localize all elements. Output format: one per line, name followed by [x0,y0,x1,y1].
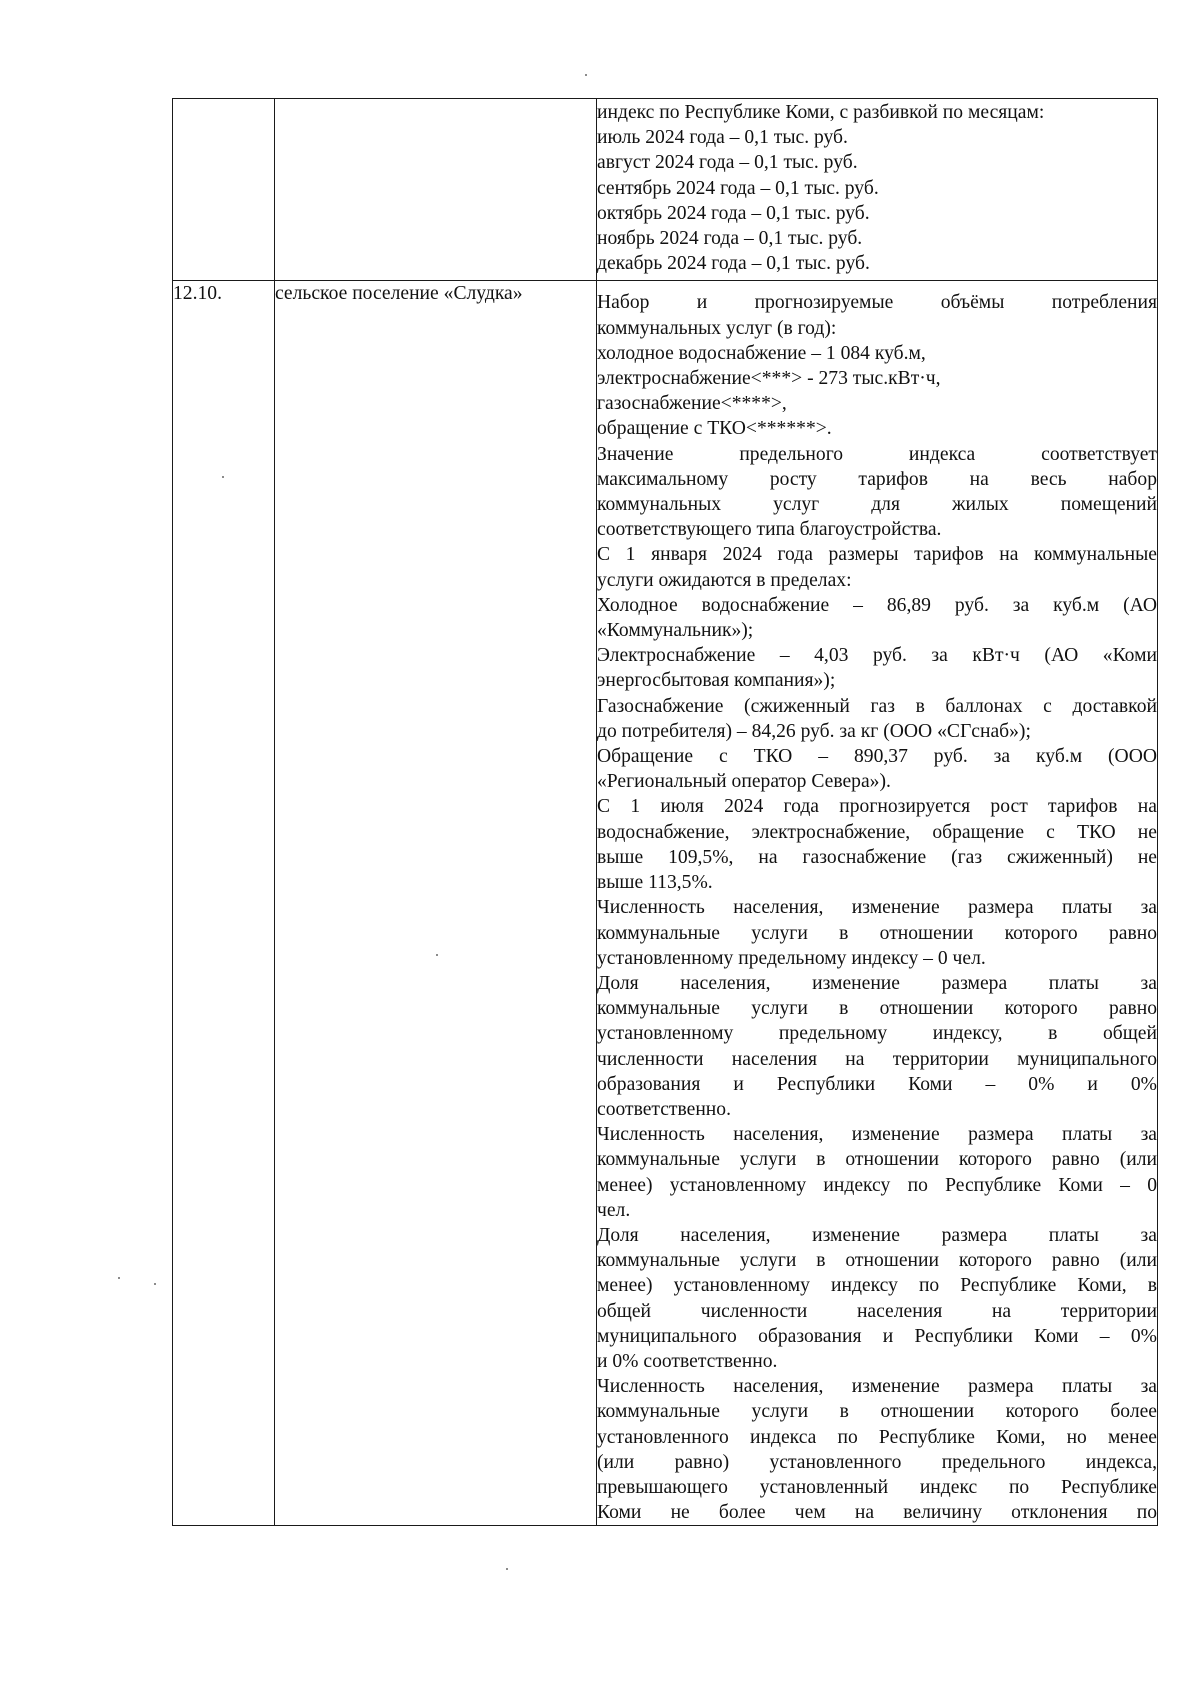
paragraph [597,542,1157,592]
text-line: С 1 января 2024 года размеры тарифов на коммунальные [597,544,1157,566]
text-line: коммунальные услуги в отношении которого равно (или [597,1149,1157,1171]
text-line: менее) установленному индексу по Республике Коми, в [597,1275,1157,1297]
text-line: услуги ожидаются в пределах: [597,569,852,591]
settlement-name: сельское поселение «Слудка» [275,281,597,1526]
table-row-continuation [173,99,1158,281]
paragraph [597,744,1157,794]
text-line: июль 2024 года – 0,1 тыс. руб. [597,127,848,149]
text-line: газоснабжение<****>, [597,393,787,415]
text-line: установленному предельному индексу, в общей [597,1023,1157,1045]
text-line: электроснабжение<***> - 273 тыс.кВт·ч, [597,368,941,390]
text-line: менее) установленному индексу по Республике Коми – 0 [597,1174,1157,1196]
text-line: август 2024 года – 0,1 тыс. руб. [597,152,858,174]
text-line: соответствующего типа благоустройства. [597,519,942,541]
text-line: выше 113,5%. [597,872,713,894]
text-line: декабрь 2024 года – 0,1 тыс. руб. [597,253,870,275]
text-line: превышающего установленный индекс по Республике [597,1476,1157,1498]
text-line: Электроснабжение – 4,03 руб. за кВт·ч (АО «Коми [597,645,1157,667]
text-line: соответственно. [597,1098,731,1120]
text-line: холодное водоснабжение – 1 084 куб.м, [597,342,926,364]
text-line: до потребителя) – 84,26 руб. за кг (ООО «СГснаб»); [597,720,1031,742]
scan-speck-left-2 [118,1277,120,1279]
paragraph [597,794,1157,895]
text-line: коммунальные услуги в отношении которого более [597,1401,1157,1423]
text-line: водоснабжение, электроснабжение, обращение с ТКО не [597,821,1157,843]
text-line: Значение предельного индекса соответствует [597,443,1157,465]
text-line: индекс по Республике Коми, с разбивкой по месяцам: [597,102,1045,123]
paragraph [597,341,1157,366]
text-line: коммунальные услуги в отношении которого равно [597,998,1157,1020]
text-line: Доля населения, изменение размера платы за [597,1224,1157,1246]
text-line: установленному предельному индексу – 0 чел. [597,947,986,969]
table-row-12-10 [173,281,1158,1526]
text-line: (или равно) установленного предельного индекса, [597,1451,1157,1473]
paragraph [597,1122,1157,1223]
paragraph [597,971,1157,1122]
text-line: ноябрь 2024 года – 0,1 тыс. руб. [597,228,863,250]
text-line: «Региональный оператор Севера»). [597,771,891,793]
text-line: муниципального образования и Республики Коми – 0% [597,1325,1157,1347]
text-line: коммунальных услуг для жилых помещений [597,494,1157,516]
text-line: обращение с ТКО<******>. [597,418,832,440]
text-line: Численность населения, изменение размера платы за [597,1124,1157,1146]
text-line: Обращение с ТКО – 890,37 руб. за куб.м (ООО [597,746,1157,768]
paragraph [597,442,1157,543]
paragraph [597,643,1157,693]
text-line: образования и Республики Коми – 0% и 0% [597,1073,1157,1095]
paragraph [597,366,1157,391]
scan-speck-left-3 [154,1283,156,1285]
text-line: установленного индекса по Республике Коми, но менее [597,1426,1157,1448]
paragraph [597,895,1157,971]
text-line: коммунальных услуг (в год): [597,317,837,339]
text-line: Холодное водоснабжение – 86,89 руб. за куб.м (АО [597,594,1157,616]
text-line: численности населения на территории муниципального [597,1048,1157,1070]
paragraph [597,694,1157,744]
text-line: Доля населения, изменение размера платы за [597,972,1157,994]
paragraph [597,1223,1157,1374]
text-line: октябрь 2024 года – 0,1 тыс. руб. [597,202,870,224]
cell-description-continuation [597,99,1158,281]
text-line: Численность населения, изменение размера платы за [597,897,1157,919]
text-line: сентябрь 2024 года – 0,1 тыс. руб. [597,177,879,199]
text-line: коммунальные услуги в отношении которого равно (или [597,1250,1157,1272]
text-line: «Коммунальник»); [597,620,754,642]
cell-number-empty [173,99,275,281]
text-line: коммунальные услуги в отношении которого равно [597,922,1157,944]
text-line: С 1 июля 2024 года прогнозируется рост тарифов на [597,796,1157,818]
row-number: 12.10. [173,281,275,1526]
text-line: Численность населения, изменение размера платы за [597,1376,1157,1398]
paragraph [597,290,1157,340]
text-line: Коми не более чем на величину отклонения по [597,1502,1157,1524]
text-line: энергосбытовая компания»); [597,670,836,692]
paragraph [597,391,1157,416]
text-line: выше 109,5%, на газоснабжение (газ сжиженный) не [597,846,1157,868]
scan-speck-bottom [506,1568,508,1570]
scan-speck-top [585,74,587,76]
paragraph [597,416,1157,441]
paragraph [597,1374,1157,1525]
text-line: общей численности населения на территории [597,1300,1157,1322]
text-line: максимальному росту тарифов на весь набор [597,468,1157,490]
text-line: и 0% соответственно. [597,1350,778,1372]
text-line: чел. [597,1199,631,1221]
cell-description [597,281,1158,1526]
text-line: Газоснабжение (сжиженный газ в баллонах с доставкой [597,695,1157,717]
document-table [172,98,1158,1526]
paragraph [597,593,1157,643]
text-line: Набор и прогнозируемые объёмы потребления [597,292,1157,314]
cell-name-empty [275,99,597,281]
